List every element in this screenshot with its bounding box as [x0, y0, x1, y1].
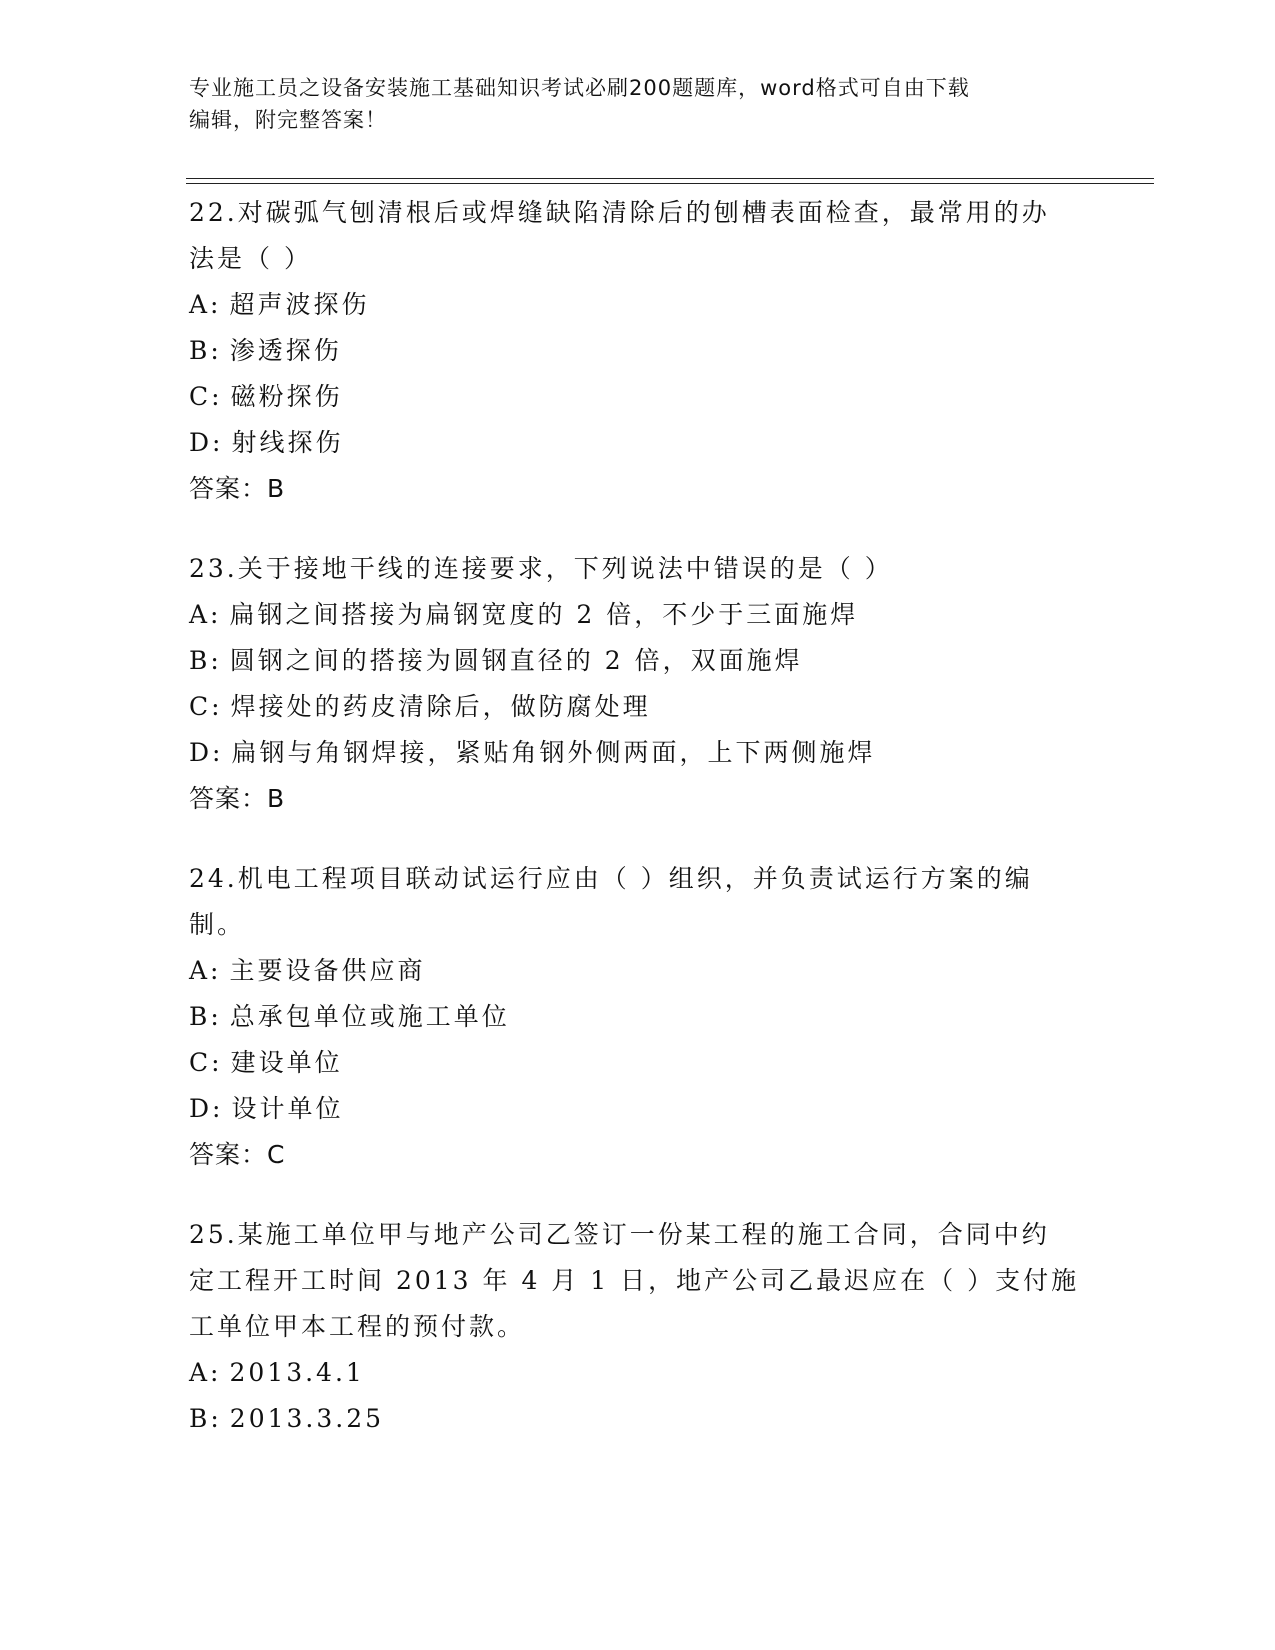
- answer-line: 答案：C: [189, 1140, 286, 1169]
- option-item: [189, 1040, 1089, 1086]
- option-key: C:: [189, 692, 223, 721]
- question-item: [189, 856, 1089, 1178]
- question-item: [189, 190, 1089, 512]
- header-title-line: 编辑，附完整答案！: [189, 108, 387, 132]
- option-text: 射线探伤: [231, 428, 344, 457]
- option-text: 2013.3.25: [229, 1404, 385, 1433]
- option-key: A:: [189, 600, 222, 629]
- option-item: [189, 374, 1089, 420]
- question-stem-line: 工单位甲本工程的预付款。: [189, 1312, 526, 1341]
- option-text: 设计单位: [231, 1094, 344, 1123]
- option-key: B:: [189, 1002, 222, 1031]
- question-stem-line: 22.对碳弧气刨清根后或焊缝缺陷清除后的刨槽表面检查，最常用的办: [189, 198, 1050, 227]
- header-title-line: 专业施工员之设备安装施工基础知识考试必刷200题题库，word格式可自由下载: [189, 76, 970, 100]
- option-item: [189, 1350, 1089, 1396]
- question-list: [189, 190, 1089, 1476]
- option-text: 扁钢之间搭接为扁钢宽度的 2 倍，不少于三面施焊: [229, 600, 859, 629]
- option-item: [189, 948, 1089, 994]
- header-divider: [186, 178, 1154, 179]
- option-text: 焊接处的药皮清除后，做防腐处理: [230, 692, 651, 721]
- question-stem-line: 24.机电工程项目联动试运行应由（ ）组织，并负责试运行方案的编: [189, 864, 1033, 893]
- option-key: A:: [189, 956, 222, 985]
- option-text: 建设单位: [230, 1048, 343, 1077]
- option-text: 总承包单位或施工单位: [229, 1002, 510, 1031]
- option-item: [189, 1396, 1089, 1442]
- question-stem-line: 定工程开工时间 2013 年 4 月 1 日，地产公司乙最迟应在（ ）支付施: [189, 1266, 1080, 1295]
- option-key: D:: [189, 428, 224, 457]
- option-item: [189, 638, 1089, 684]
- option-text: 渗透探伤: [229, 336, 342, 365]
- option-item: [189, 592, 1089, 638]
- option-item: [189, 420, 1089, 466]
- question-stem-line: 制。: [189, 910, 246, 939]
- option-item: [189, 1086, 1089, 1132]
- question-item: [189, 546, 1089, 822]
- option-key: A:: [189, 290, 222, 319]
- question-stem-line: 23.关于接地干线的连接要求，下列说法中错误的是（ ）: [189, 554, 893, 583]
- option-key: D:: [189, 738, 224, 767]
- option-text: 磁粉探伤: [230, 382, 343, 411]
- option-text: 2013.4.1: [229, 1358, 365, 1387]
- document-header: [189, 72, 1069, 136]
- option-key: C:: [189, 382, 223, 411]
- question-item: [189, 1212, 1089, 1442]
- option-key: B:: [189, 336, 222, 365]
- option-key: D:: [189, 1094, 224, 1123]
- answer-line: 答案：B: [189, 784, 286, 813]
- option-key: A:: [189, 1358, 222, 1387]
- option-key: C:: [189, 1048, 223, 1077]
- option-item: [189, 730, 1089, 776]
- option-key: B:: [189, 646, 222, 675]
- option-item: [189, 994, 1089, 1040]
- option-key: B:: [189, 1404, 222, 1433]
- answer-line: 答案：B: [189, 474, 286, 503]
- option-text: 圆钢之间的搭接为圆钢直径的 2 倍，双面施焊: [229, 646, 803, 675]
- option-text: 超声波探伤: [229, 290, 370, 319]
- option-item: [189, 282, 1089, 328]
- question-stem-line: 法是（ ）: [189, 244, 312, 273]
- option-text: 扁钢与角钢焊接，紧贴角钢外侧两面，上下两侧施焊: [231, 738, 876, 767]
- option-item: [189, 328, 1089, 374]
- option-item: [189, 684, 1089, 730]
- header-divider: [186, 183, 1154, 184]
- option-text: 主要设备供应商: [229, 956, 426, 985]
- question-stem-line: 25.某施工单位甲与地产公司乙签订一份某工程的施工合同，合同中约: [189, 1220, 1050, 1249]
